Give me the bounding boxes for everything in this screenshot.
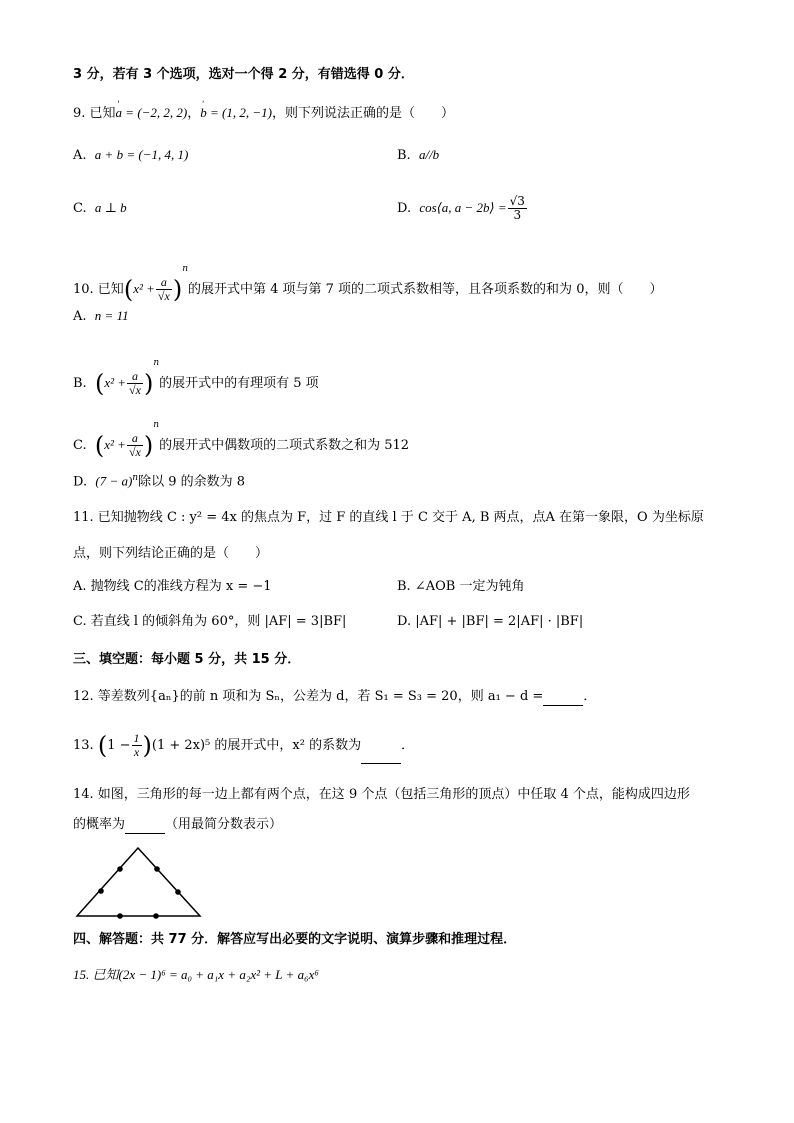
q11-option-b: B. ∠AOB 一定为钝角 [397,579,525,594]
option-label: B. [73,376,87,391]
question-10-stem [73,251,662,308]
q12-end: ． [583,689,597,704]
section-4-heading: 四、解答题：共 77 分．解答应写出必要的文字说明、演算步骤和推理过程． [73,932,517,947]
option-text: n = 11 [94,308,129,323]
q10-option-b [73,345,319,402]
fraction-denominator: √x [128,445,141,459]
question-14-line1: 14. 如图，三角形的每一边上都有两个点，在这 9 个点（包括三角形的顶点）中任取 4 个点，能构成四边形 [73,787,690,802]
option-text: a//b [418,147,440,162]
triangle-point [98,888,104,894]
fraction-numerator: √3 [509,194,525,208]
paren-left: ( [97,731,108,760]
fraction-numerator: a [131,431,138,445]
q9-option-c [73,199,127,218]
q14-prefix: 的概率为 [73,817,126,832]
answer-blank [361,749,401,764]
question-12 [73,688,596,706]
option-text: 除以 9 的余数为 8 [138,474,246,490]
paren-right: ) [143,369,154,398]
expr-x-squared: x² + [104,375,127,390]
paren-left: ( [94,369,105,398]
option-text: 的展开式中的有理项有 5 项 [159,376,319,391]
exponent: n [153,420,160,430]
q13-text: (1 + 2x)⁵ 的展开式中，x² 的系数为 [151,738,362,753]
q9-suffix: ，则下列说法正确的是（ ） [271,106,454,121]
triangle-outline [77,848,200,916]
paren-right: ) [142,731,152,760]
fraction-denominator: √x [129,383,141,397]
option-label: A. [73,148,87,163]
answer-blank [125,819,165,834]
fraction-numerator: a [131,369,138,383]
paren-right: ) [143,431,154,460]
q10-suffix: 的展开式中第 4 项与第 7 项的二项式系数相等，且各项系数的和为 0，则（ ） [187,282,663,297]
section-3-heading: 三、填空题：每小题 5 分，共 15 分． [73,652,301,667]
q9-option-a [73,146,188,165]
question-11-stem-line2: 点，则下列结论正确的是（ ） [73,546,269,561]
paren-left: ( [123,275,134,304]
q10-option-a [73,307,129,326]
fraction-numerator: 1 [133,731,140,745]
triangle-point [117,866,123,872]
question-14-line2 [73,816,282,834]
exponent: n [182,264,188,274]
option-label: B. [397,148,411,163]
fraction-numerator: a [160,275,167,289]
q9-option-b [397,146,439,165]
fraction [132,732,142,759]
q9-prefix: 9. 已知 [73,106,116,121]
q14-suffix: （用最简分数表示） [165,817,283,832]
expr-x-squared: x² + [104,437,126,452]
triangle-point [175,889,181,895]
triangle-point [117,913,123,919]
option-text: a + b = (−1, 4, 1) [94,147,189,162]
q10-option-c [73,407,409,464]
q9-vector-b: ʹ b = (1, 2, −1) [200,104,272,122]
exponent: n [153,358,160,368]
option-text: 的展开式中偶数项的二项式系数之和为 512 [159,438,410,453]
q13-prefix: 13. [73,738,94,753]
option-label: D. [397,201,412,216]
question-11-stem-line1: 11. 已知抛物线 C : y² = 4x 的焦点为 F，过 F 的直线 l 于 C 交于 A, B 两点，点A 在第一象限，O 为坐标原 [73,510,704,525]
fraction-denominator: √x [157,289,170,303]
question-13: 13. (1 − $\frac{1}{x}$ )(1 + 2x)⁵ 的展开式中，x² 的系数为 ． [73,728,414,764]
option-text: a ⊥ b [94,200,127,215]
answer-blank [543,691,583,706]
option-expr: (7 − a) [95,473,133,489]
fraction-denominator: 3 [508,208,527,222]
fraction [127,432,143,459]
option-label: D. [73,474,88,490]
q10-prefix: 10. 已知 [73,282,124,297]
triangle-point [154,866,160,872]
exponent: n [132,473,139,483]
q13-end: ． [401,738,415,753]
option-label: C. [73,438,87,453]
question-15: 15. 已知(2x − 1)⁶ = a₀ + a₁x + a₂x² + L + a₆x⁶ [73,967,319,982]
q9-option-d [397,190,528,227]
option-label: A. [73,309,87,324]
fraction [508,195,527,222]
q10-option-d [73,469,245,491]
fraction-denominator: x [132,745,142,759]
paren-right: ) [172,275,183,304]
option-text: cos⟨a, a − 2b⟩ = [419,200,507,215]
q9-vector-a: ʹ a = (−2, 2, 2) [116,104,188,122]
q11-option-c: C. 若直线 l 的倾斜角为 60°，则 |AF| = 3|BF| [73,614,347,629]
q11-option-d: D. |AF| + |BF| = 2|AF| · |BF| [397,614,584,629]
expr-x-squared: x² + [133,281,155,296]
section-header-continuation: 3 分，若有 3 个选项，选对一个得 2 分，有错选得 0 分． [73,67,414,82]
triangle-point [153,913,159,919]
paren-left: ( [94,431,105,460]
q11-option-a: A. 抛物线 C的准线方程为 x = −1 [73,579,272,594]
fraction [156,276,172,303]
option-label: C. [73,201,87,216]
triangle-figure [72,844,212,924]
q12-text: 12. 等差数列{aₙ}的前 n 项和为 Sₙ，公差为 d，若 S₁ = S₃ = 20，则 a₁ − d = [73,689,544,704]
question-9-stem: 9. 已知ʹ a = (−2, 2, 2)，ʹ b = (1, 2, −1)，则下列说法正确的是（ ） [73,104,454,123]
fraction [127,370,143,397]
